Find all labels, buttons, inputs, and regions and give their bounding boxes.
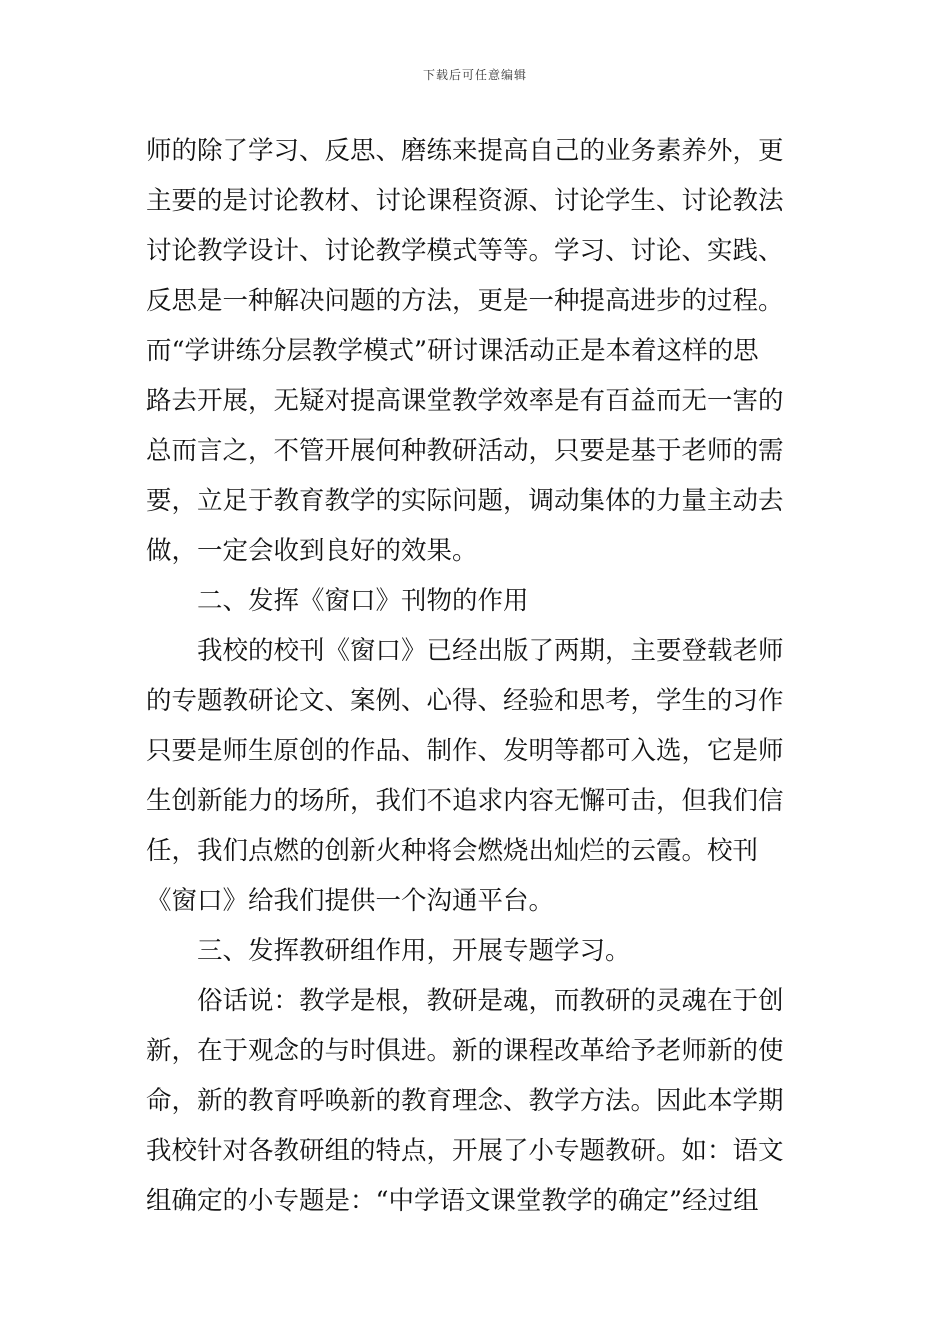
header-note: 下载后可任意编辑 [422,68,527,82]
text-line: 主要的是讨论教材、讨论课程资源、讨论学生、讨论教法 [146,186,784,216]
text-line: 反思是一种解决问题的方法，更是一种提高进步的过程。 [146,286,784,316]
text-line: 总而言之，不管开展何种教研活动，只要是基于老师的需 [146,436,784,466]
text-line: 要，立足于教育教学的实际问题，调动集体的力量主动去 [146,486,784,516]
text-line: 的专题教研论文、案例、心得、经验和思考，学生的习作 [146,686,784,716]
text-line: 师的除了学习、反思、磨练来提高自己的业务素养外，更 [146,136,784,166]
text-line: 讨论教学设计、讨论教学模式等等。学习、讨论、实践、 [146,236,784,266]
text-line: 任，我们点燃的创新火种将会燃烧出灿烂的云霞。校刊 [146,836,759,866]
paragraph-start: 俗话说：教学是根，教研是魂，而教研的灵魂在于创 [197,986,784,1016]
text-line: 做，一定会收到良好的效果。 [146,536,478,566]
text-line: 只要是师生原创的作品、制作、发明等都可入选，它是师 [146,736,784,766]
text-line: 《窗口》给我们提供一个沟通平台。 [146,886,555,916]
section-heading: 三、发挥教研组作用，开展专题学习。 [197,936,631,966]
paragraph-start: 我校的校刊《窗口》已经出版了两期，主要登载老师 [197,636,784,666]
text-line: 新，在于观念的与时俱进。新的课程改革给予老师新的使 [146,1036,784,1066]
text-line: 生创新能力的场所，我们不追求内容无懈可击，但我们信 [146,786,784,816]
text-line: 组确定的小专题是：“中学语文课堂教学的确定”经过组 [146,1186,759,1216]
text-line: 而“学讲练分层教学模式”研讨课活动正是本着这样的思 [146,336,759,366]
text-line: 命，新的教育呼唤新的教育理念、教学方法。因此本学期 [146,1086,784,1116]
text-line: 我校针对各教研组的特点，开展了小专题教研。如：语文 [146,1136,784,1166]
text-line: 路去开展，无疑对提高课堂教学效率是有百益而无一害的 [146,386,784,416]
body-text [146,126,806,1226]
section-heading: 二、发挥《窗口》刊物的作用 [197,586,529,616]
